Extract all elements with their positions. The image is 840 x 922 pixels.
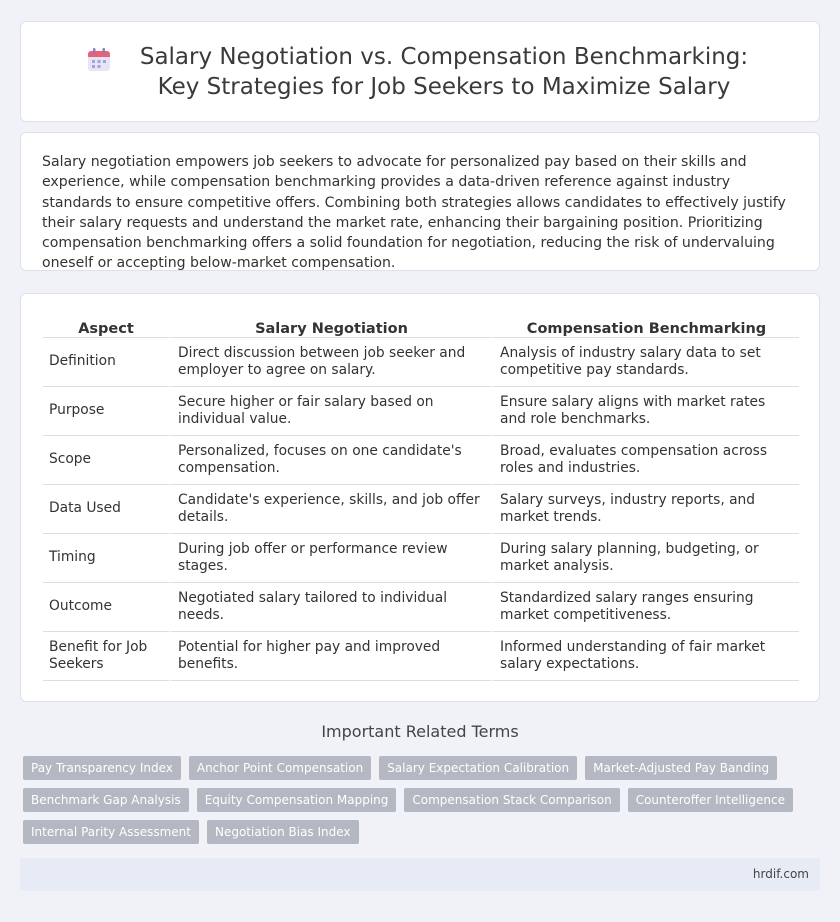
table-row <box>43 436 799 485</box>
row-aspect: Benefit for Job Seekers <box>43 632 169 681</box>
related-term-tag[interactable]: Market-Adjusted Pay Banding <box>585 756 777 780</box>
row-aspect: Definition <box>43 338 169 387</box>
tag-row <box>23 788 823 812</box>
row-negotiation: Personalized, focuses on one candidate's compensation. <box>169 436 491 485</box>
row-benchmarking: Broad, evaluates compensation across roles and industries. <box>491 436 799 485</box>
header-salary-negotiation: Salary Negotiation <box>169 314 491 338</box>
table-header-row <box>43 314 799 338</box>
comparison-table <box>43 314 799 681</box>
table-row <box>43 632 799 681</box>
row-benchmarking: Ensure salary aligns with market rates and role benchmarks. <box>491 387 799 436</box>
related-term-tag[interactable]: Benchmark Gap Analysis <box>23 788 189 812</box>
related-term-tag[interactable]: Compensation Stack Comparison <box>404 788 619 812</box>
related-term-tag[interactable]: Anchor Point Compensation <box>189 756 371 780</box>
row-aspect: Timing <box>43 534 169 583</box>
related-term-tag[interactable]: Salary Expectation Calibration <box>379 756 577 780</box>
table-row <box>43 534 799 583</box>
row-benchmarking: Salary surveys, industry reports, and market trends. <box>491 485 799 534</box>
header-compensation-benchmarking: Compensation Benchmarking <box>491 314 799 338</box>
related-term-tag[interactable]: Equity Compensation Mapping <box>197 788 397 812</box>
header-inner <box>86 42 754 102</box>
table-row <box>43 338 799 387</box>
table-row <box>43 485 799 534</box>
intro-paragraph: Salary negotiation empowers job seekers to advocate for personalized pay based on their skills and experience, while compensation benchmarking provides a data-driven reference against industry standards to ensure competitive offers. Combining both strategies allows candidates to effectively justify their salary requests and understand the market rate, enhancing their bargaining position. Prioritizing compensation benchmarking offers a solid foundation for negotiation, reducing the risk of undervaluing oneself or accepting below-market compensation. <box>42 154 786 272</box>
table-row <box>43 387 799 436</box>
table-row <box>43 583 799 632</box>
row-negotiation: Direct discussion between job seeker and employer to agree on salary. <box>169 338 491 387</box>
row-benchmarking: Informed understanding of fair market salary expectations. <box>491 632 799 681</box>
related-term-tag[interactable]: Negotiation Bias Index <box>207 820 359 844</box>
row-benchmarking: During salary planning, budgeting, or market analysis. <box>491 534 799 583</box>
page-title: Salary Negotiation vs. Compensation Benchmarking: Key Strategies for Job Seekers to Maximize Salary <box>139 43 749 100</box>
row-aspect: Scope <box>43 436 169 485</box>
related-terms-title: Important Related Terms <box>321 722 519 741</box>
row-aspect: Purpose <box>43 387 169 436</box>
row-negotiation: Secure higher or fair salary based on individual value. <box>169 387 491 436</box>
related-term-tag[interactable]: Pay Transparency Index <box>23 756 181 780</box>
header-aspect: Aspect <box>43 314 169 338</box>
comparison-table-card <box>20 293 820 702</box>
tag-row <box>23 820 823 844</box>
row-negotiation: Potential for higher pay and improved benefits. <box>169 632 491 681</box>
row-aspect: Data Used <box>43 485 169 534</box>
row-negotiation: Candidate's experience, skills, and job offer details. <box>169 485 491 534</box>
footer-site-link[interactable]: hrdif.com <box>752 867 809 881</box>
row-benchmarking: Analysis of industry salary data to set competitive pay standards. <box>491 338 799 387</box>
related-term-tag[interactable]: Internal Parity Assessment <box>23 820 199 844</box>
row-negotiation: Negotiated salary tailored to individual needs. <box>169 583 491 632</box>
row-aspect: Outcome <box>43 583 169 632</box>
tag-row <box>23 756 823 780</box>
header-card <box>20 21 820 122</box>
footer <box>20 858 820 891</box>
related-terms-list <box>23 756 823 852</box>
row-negotiation: During job offer or performance review stages. <box>169 534 491 583</box>
related-term-tag[interactable]: Counteroffer Intelligence <box>628 788 793 812</box>
calendar-icon <box>86 47 112 73</box>
intro-card <box>20 132 820 271</box>
row-benchmarking: Standardized salary ranges ensuring market competitiveness. <box>491 583 799 632</box>
